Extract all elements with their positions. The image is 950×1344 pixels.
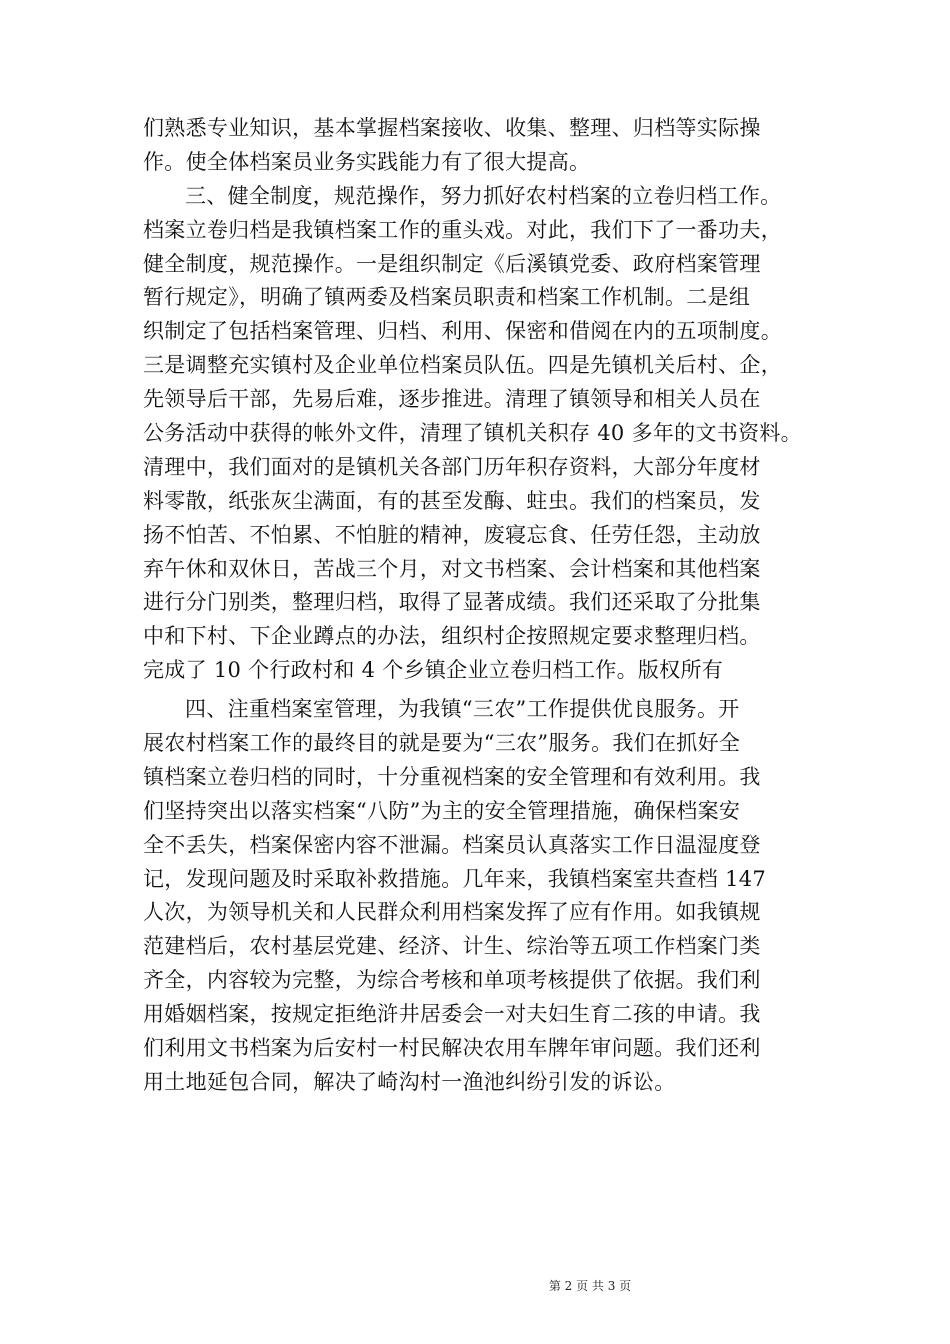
text-line: 作。使全体档案员业务实践能力有了很大提高。 bbox=[143, 149, 591, 174]
page-number: 第 2 页 共 3 页 bbox=[548, 1279, 632, 1293]
text-line: 中和下村、下企业蹲点的办法，组织村企按照规定要求整理归档。 bbox=[143, 624, 761, 649]
text-line: 三是调整充实镇村及企业单位档案员队伍。四是先镇机关后村、企， bbox=[143, 353, 782, 378]
text-line: 全不丢失，档案保密内容不泄漏。档案员认真落实工作日温湿度登 bbox=[143, 832, 761, 857]
text-line: 镇档案立卷归档的同时，十分重视档案的安全管理和有效利用。我 bbox=[143, 764, 761, 789]
text-line: 展农村档案工作的最终目的就是要为“三农”服务。我们在抓好全 bbox=[143, 731, 741, 756]
text-line: 用土地延包合同，解决了崎沟村一渔池纠纷引发的诉讼。 bbox=[143, 1069, 676, 1094]
text-line: 范建档后，农村基层党建、经济、计生、综治等五项工作档案门类 bbox=[143, 934, 761, 959]
paragraph-heading: 四、注重档案室管理，为我镇“三农”工作提供优良服务。开 bbox=[185, 697, 740, 722]
text-line: 们坚持突出以落实档案“八防”为主的安全管理措施，确保档案安 bbox=[143, 798, 741, 823]
body-text bbox=[143, 112, 811, 1100]
text-line: 织制定了包括档案管理、归档、利用、保密和借阅在内的五项制度。 bbox=[143, 319, 782, 344]
text-line: 弃午休和双休日，苦战三个月，对文书档案、会计档案和其他档案 bbox=[143, 556, 761, 581]
paragraph-heading: 三、健全制度，规范操作，努力抓好农村档案的立卷归档工作。 bbox=[185, 183, 782, 208]
page-footer bbox=[0, 1279, 950, 1293]
text-line: 公务活动中获得的帐外文件，清理了镇机关积存 40 多年的文书资料。 bbox=[143, 421, 802, 446]
text-line: 料零散，纸张灰尘满面，有的甚至发酶、蛀虫。我们的档案员，发 bbox=[143, 488, 761, 513]
text-line: 用婚姻档案，按规定拒绝浒井居委会一对夫妇生育二孩的申请。我 bbox=[143, 1002, 761, 1027]
text-line: 清理中，我们面对的是镇机关各部门历年积存资料，大部分年度材 bbox=[143, 454, 761, 479]
text-line: 们利用文书档案为后安村一村民解决农用车牌年审问题。我们还利 bbox=[143, 1036, 761, 1061]
text-line: 健全制度，规范操作。一是组织制定《后溪镇党委、政府档案管理 bbox=[143, 251, 761, 276]
text-line: 完成了 10 个行政村和 4 个乡镇企业立卷归档工作。版权所有 bbox=[143, 658, 724, 683]
text-line: 记，发现问题及时采取补救措施。几年来，我镇档案室共查档 147 bbox=[143, 866, 767, 891]
text-line: 人次，为领导机关和人民群众利用档案发挥了应有作用。如我镇规 bbox=[143, 900, 761, 925]
text-line: 暂行规定》，明确了镇两委及档案员职责和档案工作机制。二是组 bbox=[143, 285, 751, 310]
text-line: 们熟悉专业知识，基本掌握档案接收、收集、整理、归档等实际操 bbox=[143, 116, 761, 140]
text-line: 档案立卷归档是我镇档案工作的重头戏。对此，我们下了一番功夫， bbox=[143, 217, 782, 242]
text-line: 进行分门别类，整理归档，取得了显著成绩。我们还采取了分批集 bbox=[143, 590, 761, 615]
text-line: 齐全，内容较为完整，为综合考核和单项考核提供了依据。我们利 bbox=[143, 968, 761, 993]
text-line: 扬不怕苦、不怕累、不怕脏的精神，废寝忘食、任劳任怨，主动放 bbox=[143, 522, 761, 547]
text-line: 先领导后干部，先易后难，逐步推进。清理了镇领导和相关人员在 bbox=[143, 387, 761, 412]
